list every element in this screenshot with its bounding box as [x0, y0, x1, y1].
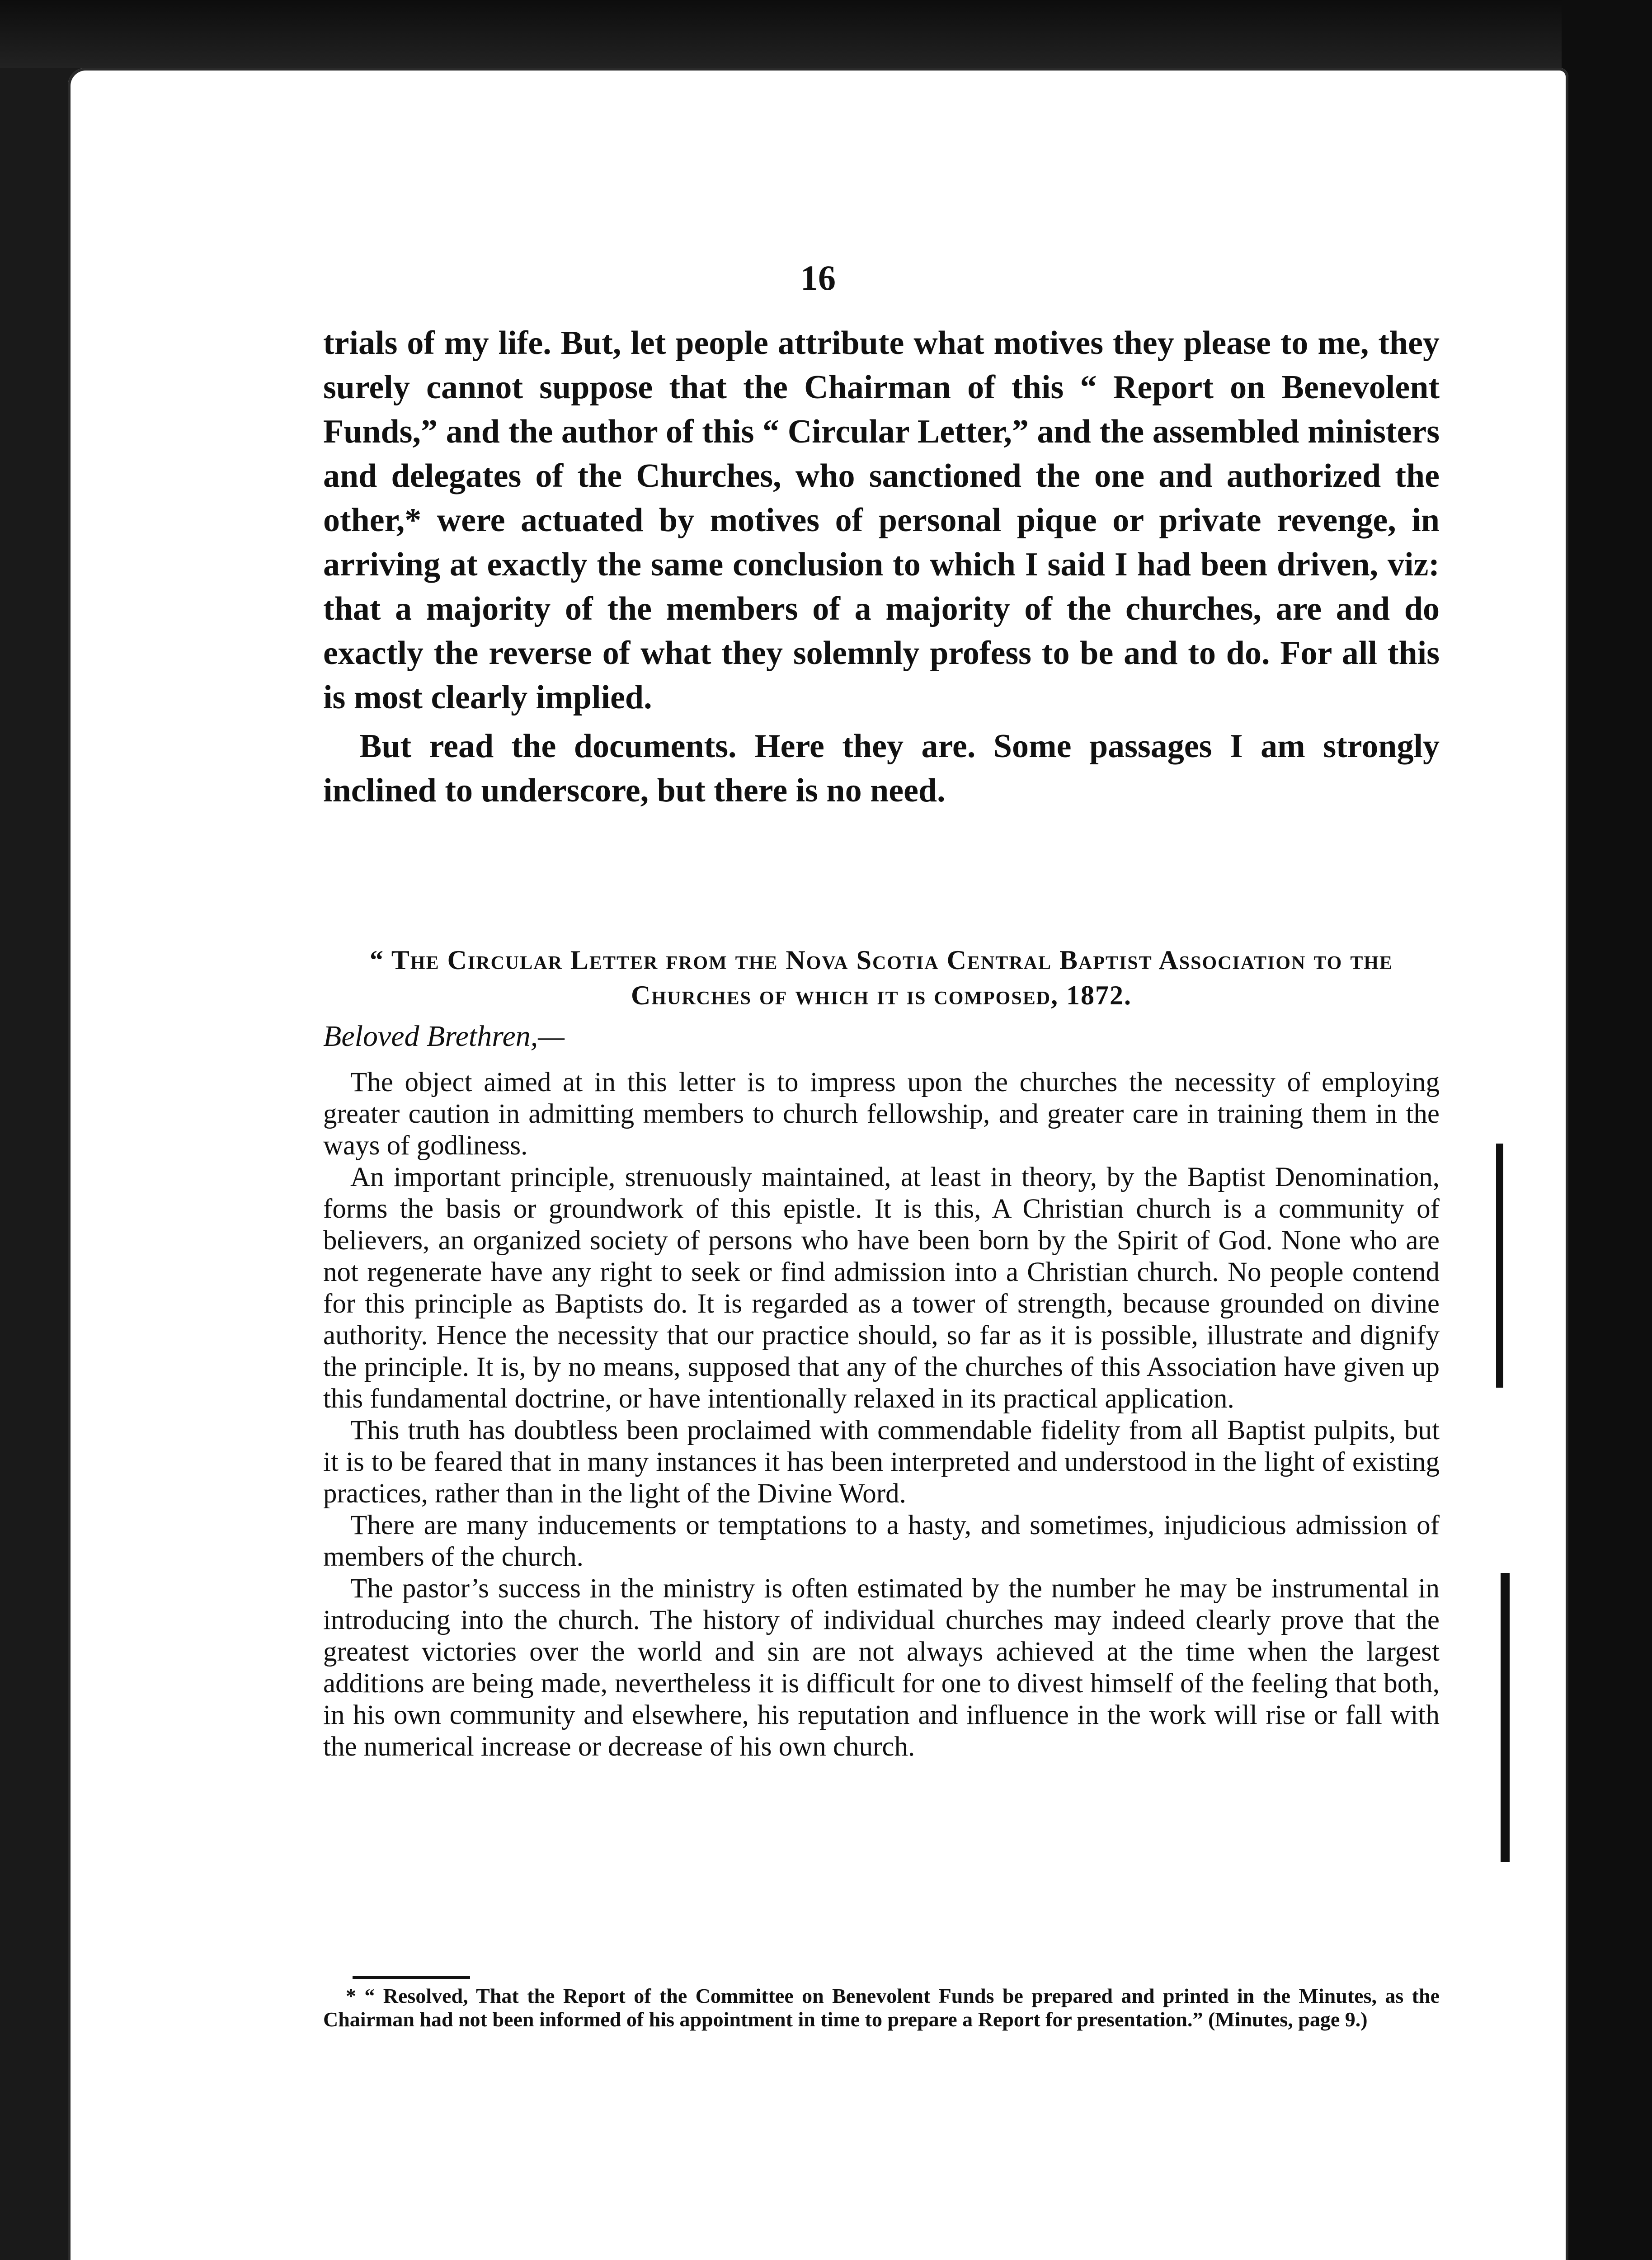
footnote: * “ Resolved, That the Report of the Committee on Benevolent Funds be prepared and printed in the Minutes, as the Chairman had not been informed of his appointment in time to prepare a Report for presentation.” (Minutes, page 9.) [323, 1984, 1440, 2031]
main-text [323, 321, 1440, 813]
letter-heading: “ The Circular Letter from the Nova Scotia Central Baptist Association to the Churches of which it is composed, 1872. [369, 945, 1393, 1010]
body-paragraph: But read the documents. Here they are. Some passages I am strongly inclined to underscore, but there is no need. [323, 728, 1440, 809]
margin-mark [1496, 1144, 1503, 1388]
letter-paragraph: The pastor’s success in the ministry is often estimated by the number he may be instrumental in introducing into the church. The history of individual churches may indeed clearly prove that the greatest victories over the world and sin are not always achieved at the time when the largest additions are being made, nevertheless it is difficult for one to divest himself of the feeling that both, in his own community and elsewhere, his reputation and influence in the work will rise or fall with the numerical increase or decrease of his own church. [323, 1573, 1440, 1762]
scan-border-top [0, 0, 1652, 68]
page-number: 16 [800, 258, 836, 297]
scan-border-right [1562, 0, 1652, 2260]
book-page [68, 68, 1568, 2260]
margin-mark [1501, 1573, 1510, 1862]
letter-salutation: Beloved Brethren,— [323, 1020, 565, 1053]
letter-paragraph: The object aimed at in this letter is to impress upon the churches the necessity of employing greater caution in admitting members to church fellowship, and greater care in training them in the ways of godliness. [323, 1067, 1440, 1161]
letter-paragraph: This truth has doubtless been proclaimed with commendable fidelity from all Baptist pulpits, but it is to be feared that in many instances it has been interpreted and understood in the light of existing practices, rather than in the light of the Divine Word. [323, 1415, 1440, 1509]
body-paragraph: trials of my life. But, let people attribute what motives they please to me, they surely cannot suppose that the Chairman of this “ Report on Benevolent Funds,” and the author of this “ Circular Letter,” and the assembled ministers and delegates of the Churches, who sanctioned the one and authorized the other,* were actuated by motives of personal pique or private revenge, in arriving at exactly the same conclusion to which I said I had been driven, viz: that a majority of the members of a majority of the churches, are and do exactly the reverse of what they solemnly profess to be and to do. For all this is most clearly implied. [323, 325, 1440, 716]
footnote-divider [353, 1976, 470, 1979]
letter-paragraph: An important principle, strenuously maintained, at least in theory, by the Baptist Denomination, forms the basis or groundwork of this epistle. It is this, A Christian church is a community of believers, an organized society of persons who have been born by the Spirit of God. None who are not regenerate have any right to seek or find admission into a Christian church. No people contend for this principle as Baptists do. It is regarded as a tower of strength, because grounded on divine authority. Hence the necessity that our practice should, so far as it is possible, illustrate and dignify the principle. It is, by no means, supposed that any of the churches of this Association have given up this fundamental doctrine, or have intentionally relaxed in its practical application. [323, 1162, 1440, 1414]
letter-body [323, 1067, 1440, 1763]
letter-paragraph: There are many inducements or temptations to a hasty, and sometimes, injudicious admission of members of the church. [323, 1510, 1440, 1572]
